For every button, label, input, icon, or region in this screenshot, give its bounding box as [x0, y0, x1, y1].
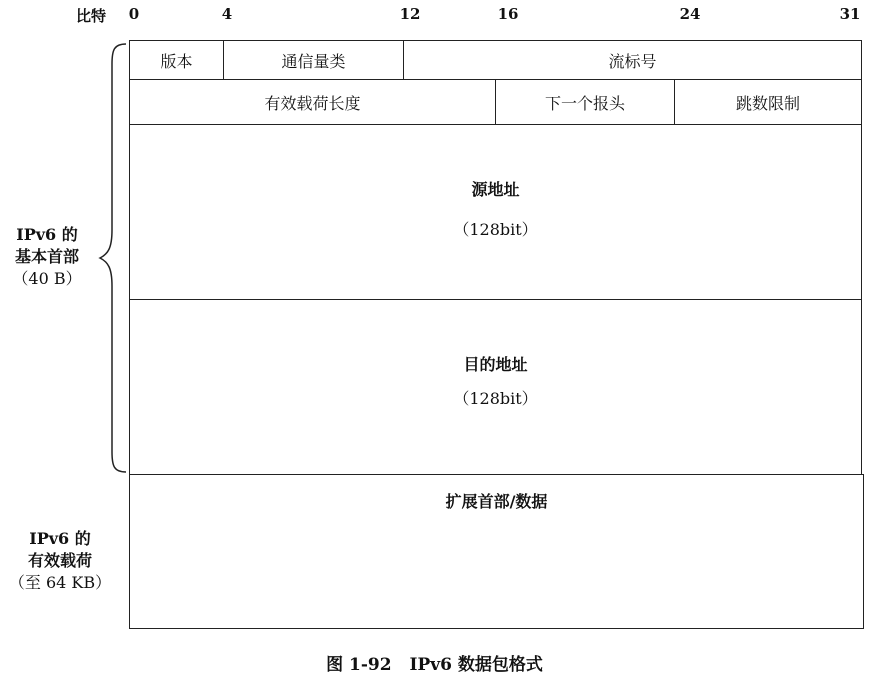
payload-label-line3: （至 64 KB）	[8, 573, 112, 592]
payload-label	[2, 528, 118, 594]
bit-tick-4: 4	[221, 5, 233, 23]
destination-address-title: 目的地址	[463, 355, 528, 374]
destination-address-size: （128bit）	[453, 389, 538, 408]
header-brace	[96, 40, 130, 476]
payload-label-line1: IPv6 的	[29, 529, 91, 548]
bit-tick-0: 0	[128, 5, 140, 23]
bit-axis-label: 比特	[76, 7, 107, 25]
basic-header-label-line2: 基本首部	[14, 247, 79, 266]
field-source-address	[129, 124, 862, 300]
payload-title: 扩展首部/数据	[445, 492, 548, 511]
field-hop-limit: 跳数限制	[674, 79, 862, 125]
bit-tick-16: 16	[497, 5, 519, 23]
bit-tick-24: 24	[679, 5, 701, 23]
source-address-title: 源地址	[471, 180, 520, 199]
field-traffic-class: 通信量类	[223, 40, 404, 80]
field-next-header: 下一个报头	[495, 79, 675, 125]
figure-number: 图 1-92	[326, 655, 392, 675]
basic-header-label-line1: IPv6 的	[16, 225, 78, 244]
bit-tick-31: 31	[839, 5, 861, 23]
field-version: 版本	[129, 40, 224, 80]
field-destination-address	[129, 299, 862, 475]
bit-tick-12: 12	[399, 5, 421, 23]
source-address-size: （128bit）	[453, 220, 538, 239]
basic-header-label	[2, 224, 92, 290]
basic-header-label-line3: （40 B）	[12, 269, 82, 288]
figure-caption	[0, 650, 869, 675]
field-payload-length: 有效载荷长度	[129, 79, 496, 125]
field-flow-label: 流标号	[403, 40, 862, 80]
figure-title: IPv6 数据包格式	[409, 655, 543, 675]
payload-label-line2: 有效载荷	[27, 551, 92, 570]
field-payload	[129, 474, 864, 629]
